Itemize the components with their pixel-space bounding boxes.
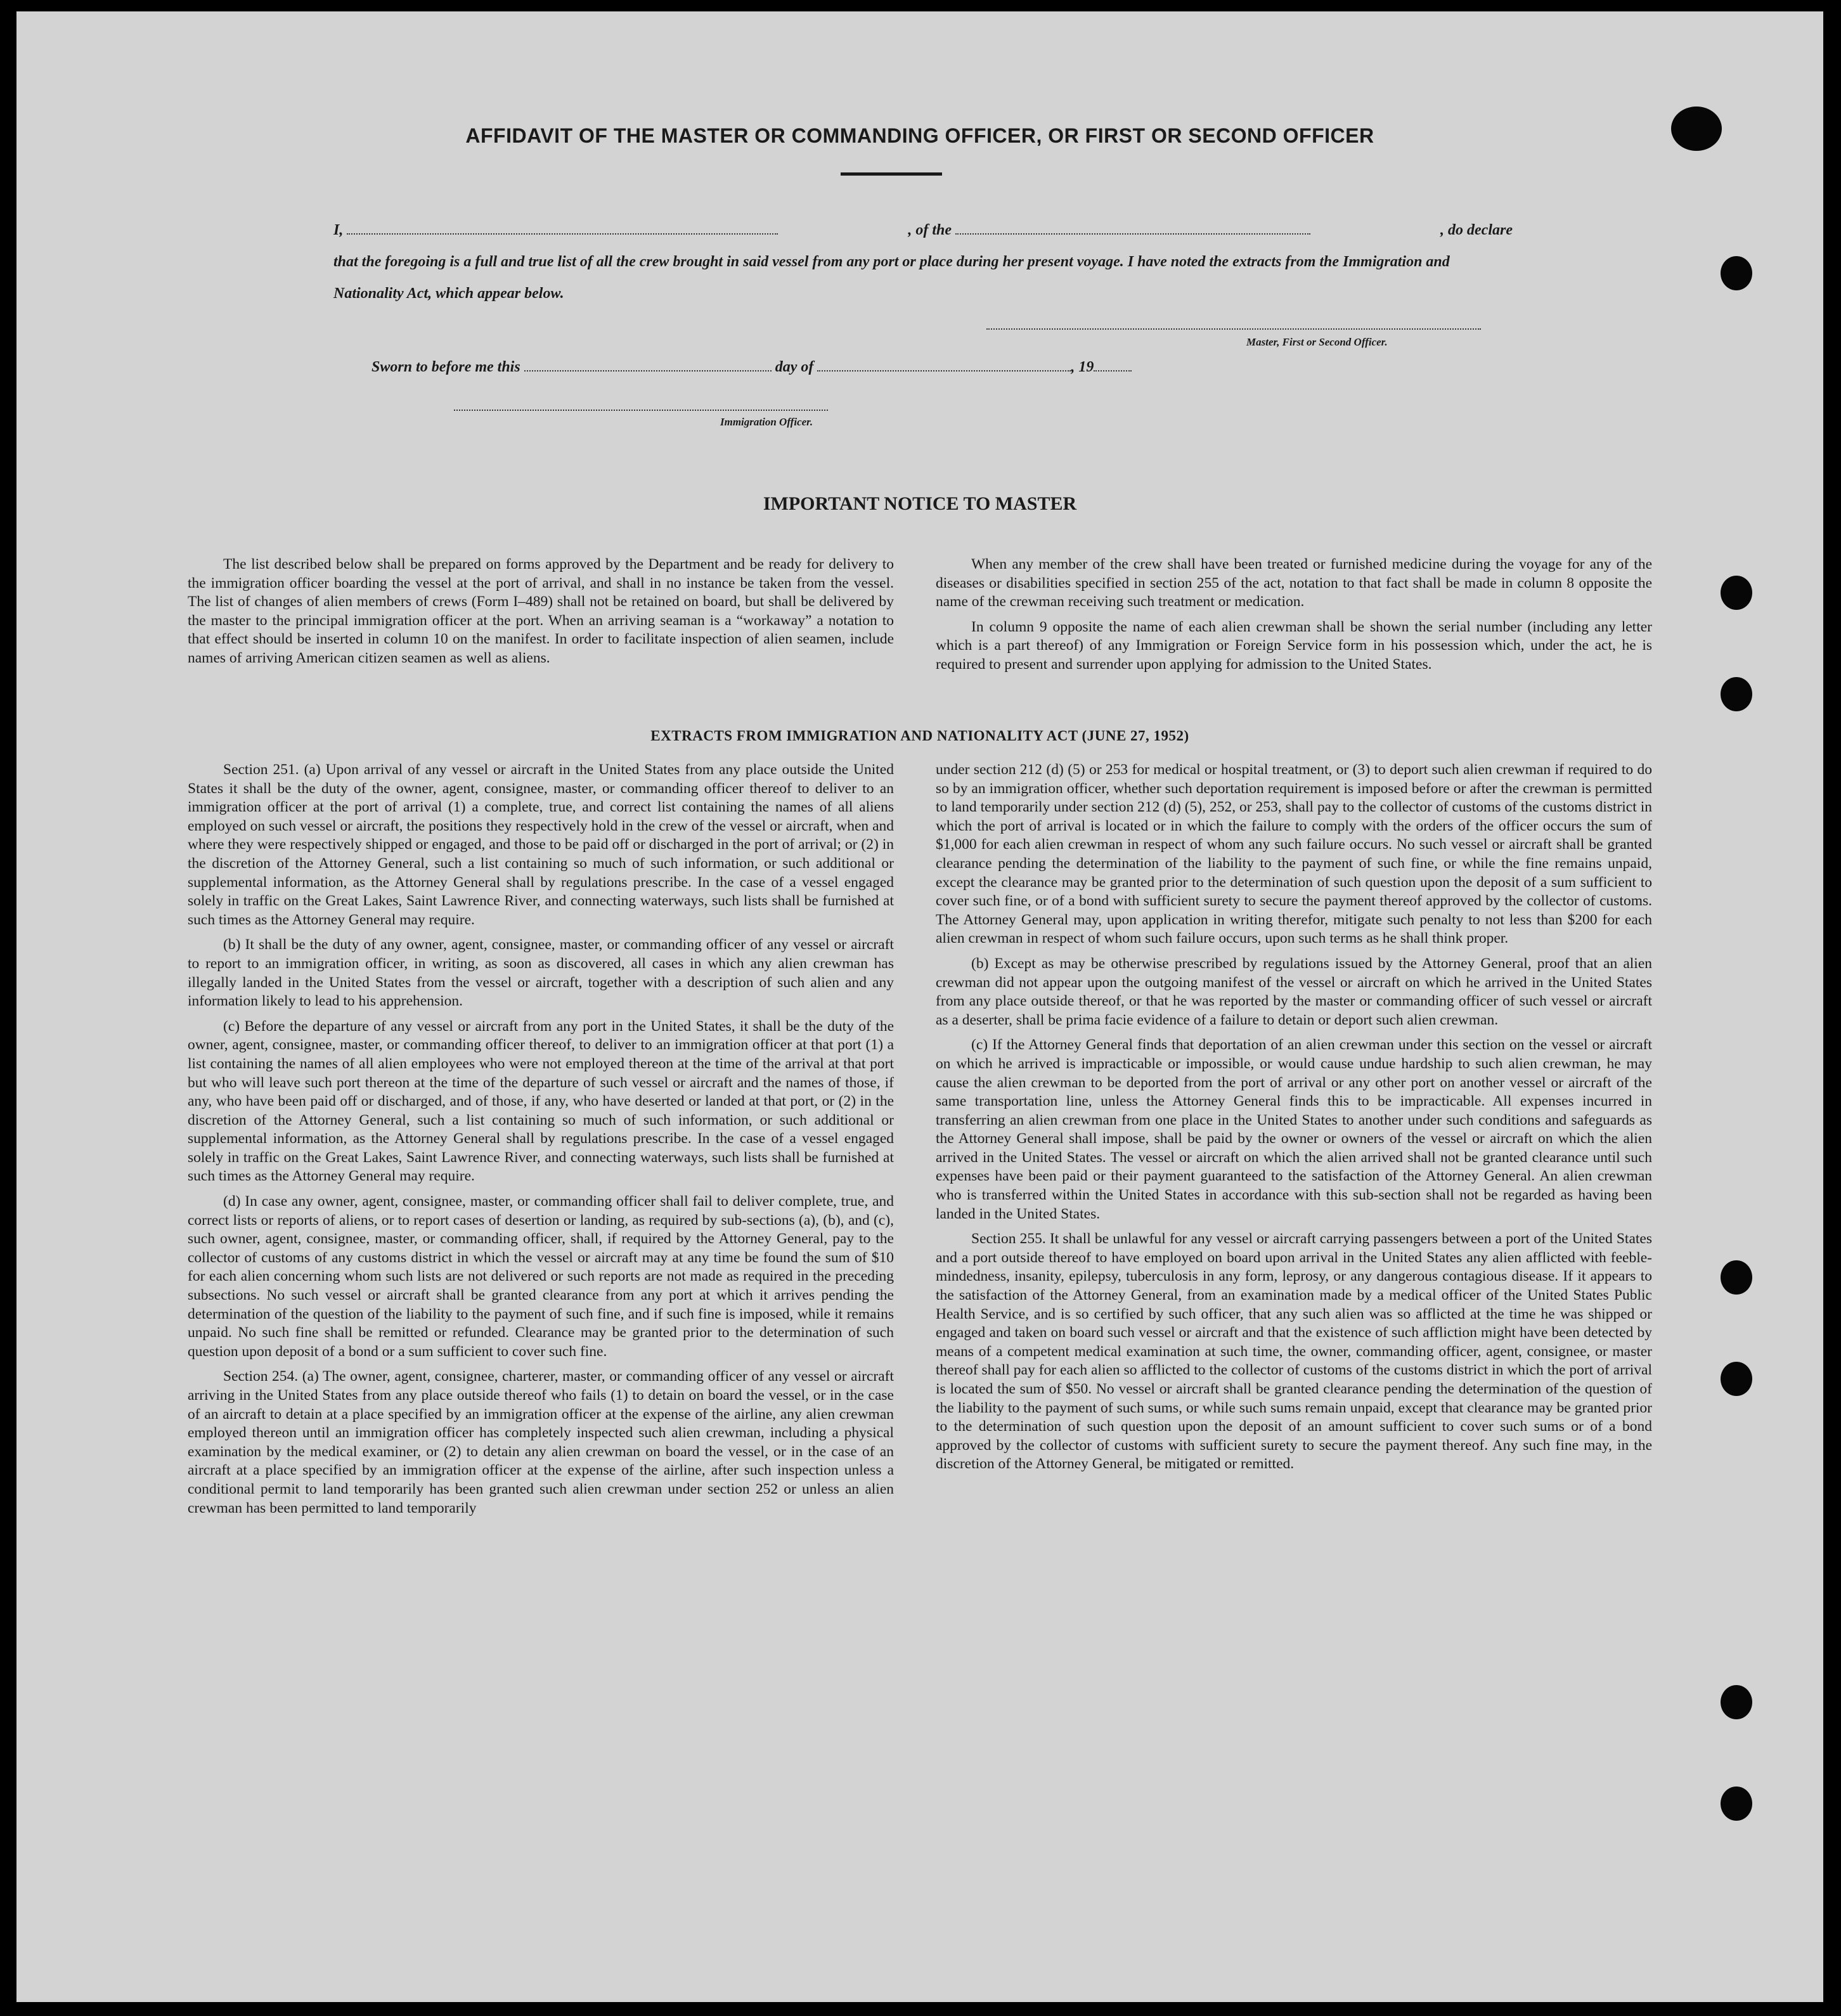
- binder-hole: [1721, 1260, 1752, 1295]
- declare-do-declare: , do declare: [1440, 222, 1513, 238]
- sworn-line: [371, 359, 1132, 376]
- declare-i: I,: [333, 214, 778, 246]
- binder-hole: [1721, 677, 1752, 711]
- sworn-label: Sworn to before me this: [371, 359, 520, 375]
- extract-paragraph: (c) If the Attorney General finds that deportation of an alien crewman under this section on the vessel or aircraft on which he arrived is impracticable or impossible, or would cause undue hardship to such alien crewman, he may cause the alien crewman to be deported from the port of arrival or any other port on another vessel or aircraft of the same transportation line, unless the Attorney General finds this to be impracticable. All expenses incurred in transferring an alien crewman from one place in the United States to another under such conditions and safeguards as the Attorney General shall impose, shall be paid by the owner or owners of the vessel or aircraft on which the alien arrived in the United States. The vessel or aircraft on which the alien arrived shall not be granted clearance until such expenses have been paid or their payment guaranteed to the satisfaction of the Attorney General. An alien crewman who is transferred within the United States in accordance with this sub-section shall not be regarded as having been landed in the United States.: [936, 1037, 1652, 1222]
- notice-paragraph: The list described below shall be prepared on forms approved by the Department and be ready for delivery to the immigration officer boarding the vessel at the port of arrival, and shall in no instance be taken from the vessel. The list of changes of alien members of crews (Form I–489) shall not be retained on board, but shall be delivered by the master to the principal immigration officer at the port. When an arriving seaman is a “workaway” a notation to that effect should be inserted in column 10 on the manifest. In order to facilitate inspection of alien seamen, include names of arriving American citizen seamen as well as aliens.: [188, 556, 894, 666]
- extracts-title: EXTRACTS FROM IMMIGRATION AND NATIONALITY ACT (JUNE 27, 1952): [650, 728, 1189, 744]
- binder-hole: [1721, 576, 1752, 610]
- notice-paragraph: When any member of the crew shall have been treated or furnished medicine during the voyage for any of the diseases or disabilities specified in section 255 of the act, notation to that fact shall be made in column 8 opposite the name of the crewman receiving such treatment or medication.: [936, 556, 1652, 611]
- binder-hole: [1721, 1685, 1752, 1719]
- year-label: , 19: [1071, 359, 1094, 375]
- extract-paragraph: (b) Except as may be otherwise prescribed by regulations issued by the Attorney General, proof that an alien crewman did not appear upon the outgoing manifest of the vessel or aircraft on which he arrived in the United States from any place outside thereof, or that he was reported by the master or commanding officer of such vessel or aircraft as a deserter, shall be prima facie evidence of a failure to detain or deport such alien crewman.: [936, 955, 1652, 1028]
- extract-paragraph: under section 212 (d) (5) or 253 for medical or hospital treatment, or (3) to deport such alien crewman if required to do so by an immigration officer, whether such deportation requirement is imposed before or after the crewman is permitted to land temporarily under section 212 (d) (5), 252, or 253, shall pay to the collector of customs of the customs district in which the port of arrival is located or in which the failure to comply with the orders of the officer occurs the sum of $1,000 for each alien crewman in respect of whom any such failure occurs. No such vessel or aircraft shall be granted clearance pending the determination of the liability to the payment of such fine, or while the fine remains unpaid, except the clearance may be granted prior to the determination of such question upon the deposit of a sum sufficient to cover such fine, or of a bond with sufficient surety to secure the payment thereof approved by the collector of customs. The Attorney General may, upon application in writing therefor, mitigate such penalty to not less than $200 for each alien crewman in respect of whom such failure occurs, upon such terms as he shall think proper.: [936, 761, 1652, 947]
- day-of-label: day of: [775, 359, 814, 375]
- document-page: [16, 11, 1823, 2002]
- sworn-day-field[interactable]: [524, 370, 772, 372]
- notice-paragraph: In column 9 opposite the name of each alien crewman shall be shown the serial number (including any letter which is a part thereof) of any Immigration or Foreign Service form in his possession which, under the act, he is required to present and surrender upon applying for admission to the United States.: [936, 618, 1652, 673]
- extract-paragraph: Section 251. (a) Upon arrival of any vessel or aircraft in the United States from any place outside the United States it shall be the duty of the owner, agent, consignee, master, or commanding officer thereof to deliver to an immigration officer at the port of arrival (1) a complete, true, and correct list containing the names of all aliens employed on such vessel or aircraft, the positions they respectively hold in the crew of the vessel or aircraft, when and where they were respectively shipped or engaged, and those to be paid off or discharged in the port of arrival; or (2) in the discretion of the Attorney General, such a list containing so much of such information, or such additional or supplemental information, as the Attorney General shall by regulations prescribe. In the case of a vessel engaged solely in traffic on the Great Lakes, Saint Lawrence River, and connecting waterways, such lists shall be furnished at such times as the Attorney General may require.: [188, 761, 894, 928]
- extract-paragraph: Section 254. (a) The owner, agent, consignee, charterer, master, or commanding officer of any vessel or aircraft arriving in the United States from any place outside thereof who fails (1) to detain on board the vessel, or in the case of an aircraft to detain at a place specified by an immigration officer at the expense of the airline, any alien crewman employed thereon until an immigration officer has completely inspected such alien crewman, including a physical examination by the medical examiner, or (2) to detain any alien crewman on board the vessel, or in the case of an aircraft at a place specified by an immigration officer at the expense of the airline, after such inspection unless a conditional permit to land temporarily has been granted such alien crewman under section 252 or unless an alien crewman has been permitted to land temporarily: [188, 1368, 894, 1516]
- master-signature-line[interactable]: [986, 328, 1481, 330]
- extract-paragraph: (b) It shall be the duty of any owner, agent, consignee, master, or commanding officer of any vessel or aircraft to report to an immigration officer, in writing, as soon as discovered, all cases in which any alien crewman has illegally landed in the United States from the vessel or aircraft, together with a description of such alien and any information likely to lead to his apprehension.: [188, 936, 894, 1010]
- declaration-line: [333, 214, 1513, 246]
- binder-hole: [1721, 1362, 1752, 1396]
- extract-paragraph: (d) In case any owner, agent, consignee, master, or commanding officer shall fail to deliver complete, true, and correct lists or reports of aliens, or to report cases of desertion or landing, as required by sub-sections (a), (b), and (c), such owner, agent, consignee, master, or commanding officer, shall, if required by the Attorney General, pay to the collector of customs of any customs district in which the vessel or aircraft may at any time be found the sum of $10 for each alien concerning whom such lists are not delivered or such reports are not made as required in the preceding subsections. No such vessel or aircraft shall be granted clearance from any port at which it arrives pending the determination of the question of the liability to the payment of such fine, and if such fine is imposed, while it remains unpaid. No such fine shall be remitted or refunded. Clearance may be granted prior to the determination of such question upon deposit of a bond or a sum sufficient to cover such fine.: [188, 1193, 894, 1360]
- affidavit-title: AFFIDAVIT OF THE MASTER OR COMMANDING OFFICER, OR FIRST OR SECOND OFFICER: [465, 124, 1374, 147]
- declare-of-the: , of the: [908, 214, 1310, 246]
- binder-hole: [1721, 1787, 1752, 1821]
- declaration-text: that the foregoing is a full and true list of all the crew brought in said vessel from any port or place during her present voyage. I have noted the extracts from the Immigration and Nationality Act, which appear below.: [333, 254, 1450, 302]
- extracts-right-column: [936, 761, 1652, 1480]
- notice-title: IMPORTANT NOTICE TO MASTER: [763, 493, 1077, 514]
- extract-paragraph: Section 255. It shall be unlawful for any vessel or aircraft carrying passengers between a port of the United States and a port outside thereof to have employed on board upon arrival in the United States any alien afflicted with feeble-mindedness, insanity, epilepsy, tuberculosis in any form, leprosy, or any dangerous contagious disease. If it appears to the satisfaction of the Attorney General, from an examination made by a medical officer of the United States Public Health Service, and is so certified by such officer, that any such alien was so afflicted at the time he was shipped or engaged and taken on board such vessel or aircraft and that the existence of such affliction might have been detected by means of a competent medical examination at such time, the owner, commanding officer, agent, consignee, or master thereof shall pay for each alien so afflicted to the collector of customs of the customs district in which the port of arrival is located the sum of $50. No vessel or aircraft shall be granted clearance pending the determination of the question of the liability to the payment of such sums, or while such sums remain unpaid, except that clearance may be granted prior to the determination of such question upon the deposit of an amount sufficient to cover such sums or of a bond approved by the collector of customs with sufficient surety to secure the payment thereof. Any such fine may, in the discretion of the Attorney General, be mitigated or remitted.: [936, 1231, 1652, 1473]
- sworn-month-field[interactable]: [817, 370, 1071, 372]
- binder-hole: [1721, 256, 1752, 290]
- title-rule: [841, 172, 942, 176]
- extract-paragraph: (c) Before the departure of any vessel or aircraft from any port in the United States, it shall be the duty of the owner, agent, consignee, master, or commanding officer thereof, to deliver to an immigration officer at that port (1) a list containing the names of all alien employees who were not employed thereon at the time of the arrival at that port but who will leave such port thereon at the time of the departure of such vessel or aircraft and the names of those, if any, who have been paid off or discharged, and of those, if any, who have deserted or landed at that port, or (2) in the discretion of the Attorney General, such a list containing so much of such information, or such additional or supplemental information, as the Attorney General shall by regulations prescribe. In the case of a vessel engaged solely in traffic on the Great Lakes, Saint Lawrence River, and connecting waterways, such lists shall be furnished at such times as the Attorney General may require.: [188, 1018, 894, 1185]
- master-signature-caption: Master, First or Second Officer.: [1246, 336, 1388, 348]
- notice-left-column: [188, 555, 894, 675]
- sworn-year-field[interactable]: [1094, 370, 1132, 372]
- immigration-officer-signature-line[interactable]: [454, 410, 828, 411]
- notice-right-column: [936, 555, 1652, 681]
- declaration-block: [333, 214, 1513, 309]
- immigration-officer-caption: Immigration Officer.: [720, 416, 813, 428]
- extracts-left-column: [188, 761, 894, 1524]
